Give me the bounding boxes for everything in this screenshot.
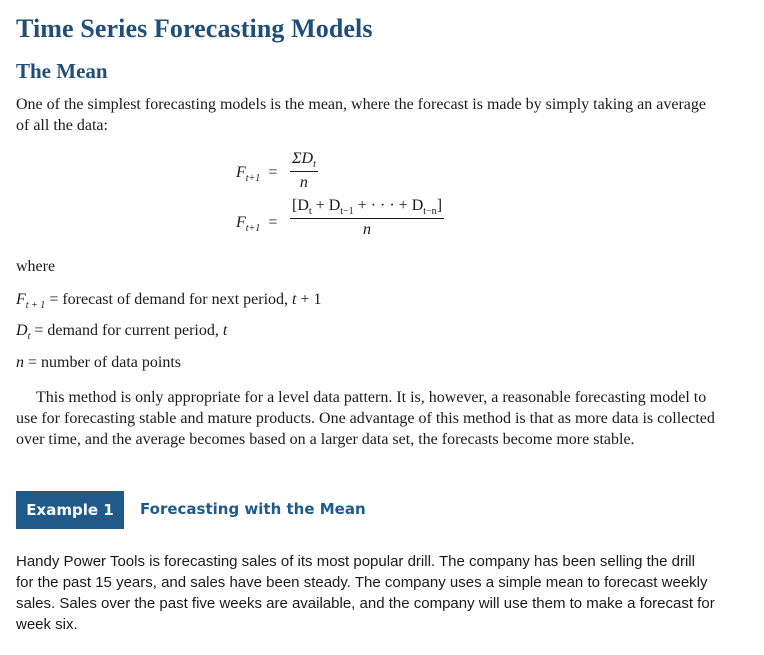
formula2-equals: =	[268, 214, 278, 231]
def-text: = number of data points	[24, 354, 181, 371]
formula2-lhs-sub: t+1	[245, 223, 261, 235]
formula1-lhs-sub: t+1	[245, 173, 261, 185]
formula2-lhs: F	[236, 214, 246, 231]
method-paragraph-text: This method is only appropriate for a level data pattern. It is, however, a reasonable forecasting model to use for forecasting stable and mature products. One advantage of this method is that as more data is collected over time, and the average becomes based on a larger data set, the forecasts become more stable.	[16, 389, 715, 448]
formula2-open: [D	[292, 197, 309, 214]
formula1-numerator: ΣD	[292, 150, 314, 167]
def-text: = forecast of demand for next period,	[45, 291, 293, 308]
section-heading: The Mean	[16, 59, 108, 83]
formula1-lhs: F	[236, 164, 246, 181]
formula2-sub-t: t	[308, 206, 312, 218]
def-symbol: D	[16, 322, 28, 339]
formula1-equals: =	[268, 164, 278, 181]
def-var: t	[292, 291, 297, 308]
formula2-plus1: + D	[311, 197, 341, 214]
formula1-numerator-sub: t	[313, 159, 316, 171]
formula2-close: ]	[436, 197, 443, 214]
formula2-sub-tn: t−n	[423, 206, 437, 218]
def-tail: + 1	[296, 291, 322, 308]
formula-mean-expanded	[236, 197, 496, 245]
page-title: Time Series Forecasting Models	[16, 14, 373, 43]
formula1-denominator: n	[299, 174, 308, 192]
def-sub: t	[27, 331, 31, 343]
formula2-sub-t1: t−1	[340, 206, 354, 218]
example-badge: Example 1	[16, 491, 124, 529]
intro-paragraph: One of the simplest forecasting models is the mean, where the forecast is made by simply taking an average of all the data:	[16, 96, 707, 134]
def-symbol: F	[16, 291, 26, 308]
example-paragraph: Handy Power Tools is forecasting sales of its most popular drill. The company has been selling the drill for the past 15 years, and sales have been steady. The company uses a simple mean to forecast weekly sales. Sales over the past five weeks are available, and the company will use them to make a forecast for week six.	[16, 553, 715, 633]
definition-row	[16, 291, 322, 311]
def-var: t	[222, 322, 228, 339]
formula2-denominator: n	[363, 221, 371, 239]
where-label: where	[16, 258, 56, 275]
formula2-middle: + · · · + D	[353, 197, 424, 214]
def-symbol: n	[16, 354, 24, 371]
method-paragraph	[16, 387, 716, 450]
formula-mean-sum	[236, 150, 356, 196]
definition-row	[16, 322, 227, 342]
def-text: = demand for current period,	[30, 322, 223, 339]
definition-row	[16, 354, 181, 372]
example-title: Forecasting with the Mean	[140, 500, 366, 518]
def-sub: t + 1	[25, 300, 46, 312]
